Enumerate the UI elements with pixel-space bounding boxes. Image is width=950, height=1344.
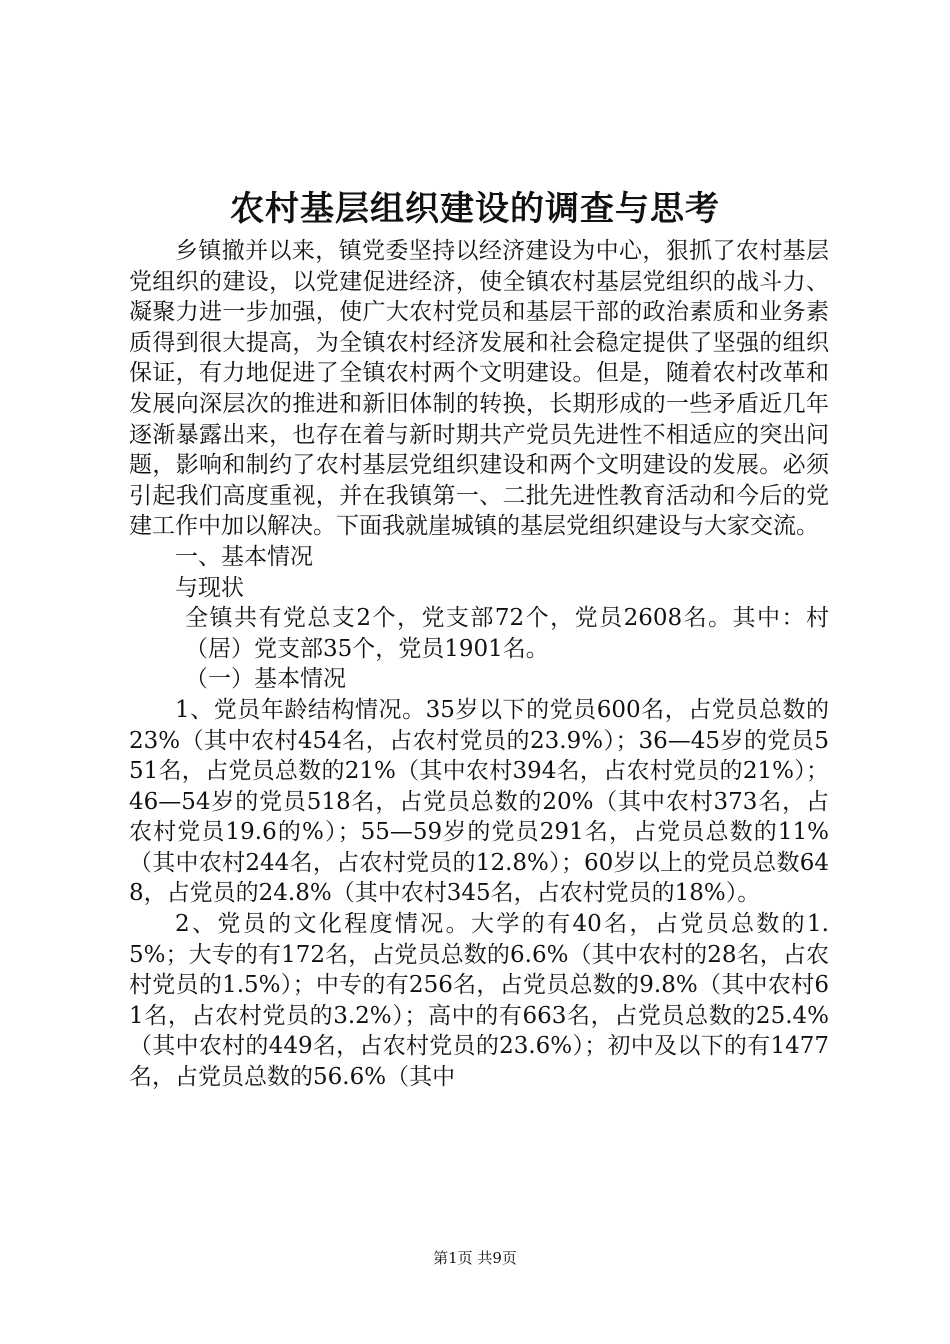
section-heading-status: 与现状 [175, 574, 244, 601]
document-title: 农村基层组织建设的调查与思考 [230, 189, 720, 229]
overview-text: 全镇共有党总支2个，党支部72个，党员2608名。其中：村（居）党支部35个，党员1901名。 [185, 605, 829, 662]
intro-paragraph: 乡镇撤并以来，镇党委坚持以经济建设为中心，狠抓了农村基层党组织的建设，以党建促进经济，使全镇农村基层党组织的战斗力、凝聚力进一步加强，使广大农村党员和基层干部的政治素质和业务素质得到很大提高，为全镇农村经济发展和社会稳定提供了坚强的组织保证，有力地促进了全镇农村两个文明建设。但是，随着农村改革和发展向深层次的推进和新旧体制的转换，长期形成的一些矛盾近几年逐渐暴露出来，也存在着与新时期共产党员先进性不相适应的突出问题，影响和制约了农村基层党组织建设和两个文明建设的发展。必须引起我们高度重视，并在我镇第一、二批先进性教育活动和今后的党建工作中加以解决。下面我就崖城镇的基层党组织建设与大家交流。 [129, 238, 829, 540]
age-structure-paragraph: 1、党员年龄结构情况。35岁以下的党员600名，占党员总数的23%（其中农村454名，占农村党员的23.9%）；36—45岁的党员551名，占党员总数的21%（其中农村394名，占农村党员的21%）；46—54岁的党员518名，占党员总数的20%（其中农村373名，占农村党员19.6的%）；55—59岁的党员291名，占党员总数的11%（其中农村244名，占农村党员的12.8%）；60岁以上的党员总数648，占党员的24.8%（其中农村345名，占农村党员的18%）。 [129, 696, 829, 907]
education-level-paragraph: 2、党员的文化程度情况。大学的有40名，占党员总数的1.5%；大专的有172名，占党员总数的6.6%（其中农村的28名，占农村党员的1.5%）；中专的有256名，占党员总数的9.8%（其中农村61名，占农村党员的3.2%）；高中的有663名，占党员总数的25.4%（其中农村的449名，占农村党员的23.6%）；初中及以下的有1477名，占党员总数的56.6%（其中 [129, 911, 829, 1091]
overview-paragraph [129, 603, 829, 664]
page-number-footer: 第1页 共9页 [433, 1249, 517, 1267]
section-heading-basic: 一、基本情况 [175, 543, 313, 570]
subsection-heading-basic: （一）基本情况 [185, 666, 346, 693]
document-body [129, 236, 829, 1093]
